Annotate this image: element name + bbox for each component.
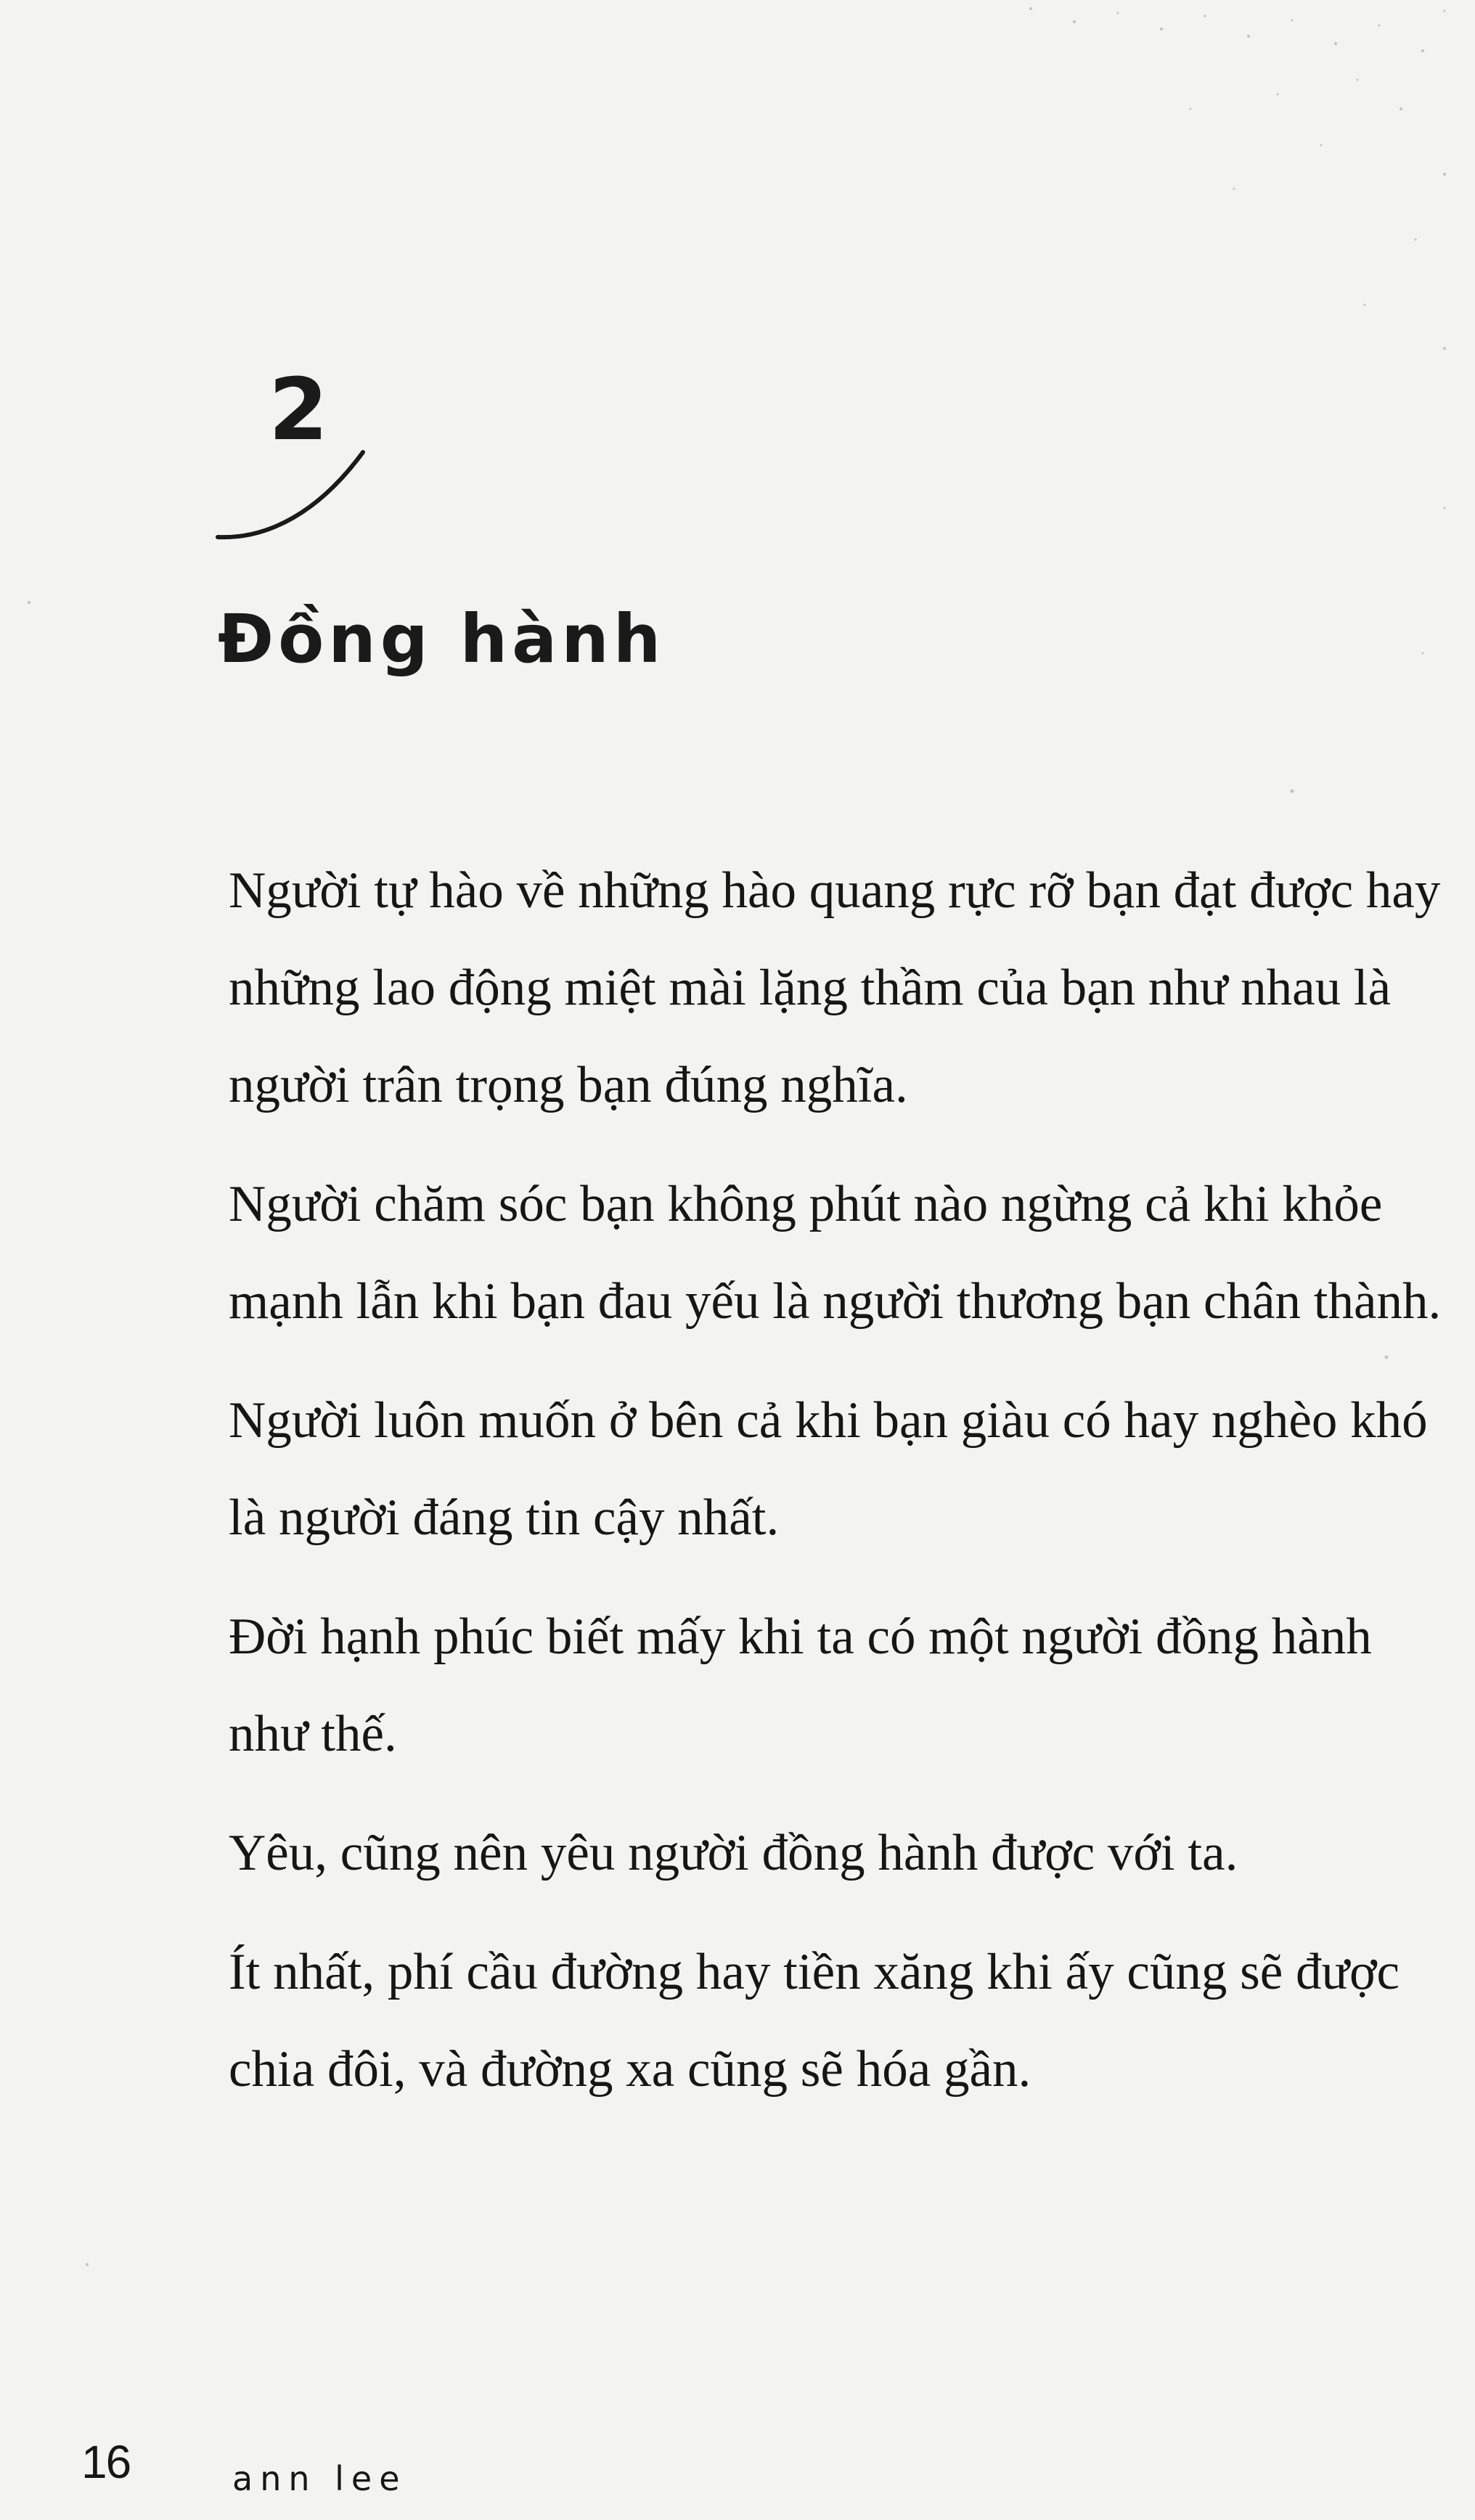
chapter-title: Đồng hành [218,600,666,678]
paragraph: Yêu, cũng nên yêu người đồng hành được với ta. [229,1825,1238,1881]
paragraph: Người chăm sóc bạn không phút nào ngừng cả khi khỏe mạnh lẫn khi bạn đau yếu là người thương bạn chân thành. [229,1176,1442,1330]
paragraph: Người tự hào về những hào quang rực rỡ bạn đạt được hay những lao động miệt mài lặng thầm của bạn như nhau là người trân trọng bạn đúng nghĩa. [229,862,1441,1113]
page-number: 16 [81,2436,131,2488]
paragraph: Đời hạnh phúc biết mấy khi ta có một người đồng hành như thế. [229,1608,1372,1762]
paragraph: Ít nhất, phí cầu đường hay tiền xăng khi ấy cũng sẽ được chia đôi, và đường xa cũng sẽ hóa gần. [229,1944,1400,2098]
chapter-number: 2 [269,359,329,459]
author-name: ann lee [232,2459,407,2498]
paragraph: Người luôn muốn ở bên cả khi bạn giàu có hay nghèo khó là người đáng tin cậy nhất. [229,1392,1428,1546]
chapter-number-mark [211,359,399,562]
body-text [229,842,1455,2140]
